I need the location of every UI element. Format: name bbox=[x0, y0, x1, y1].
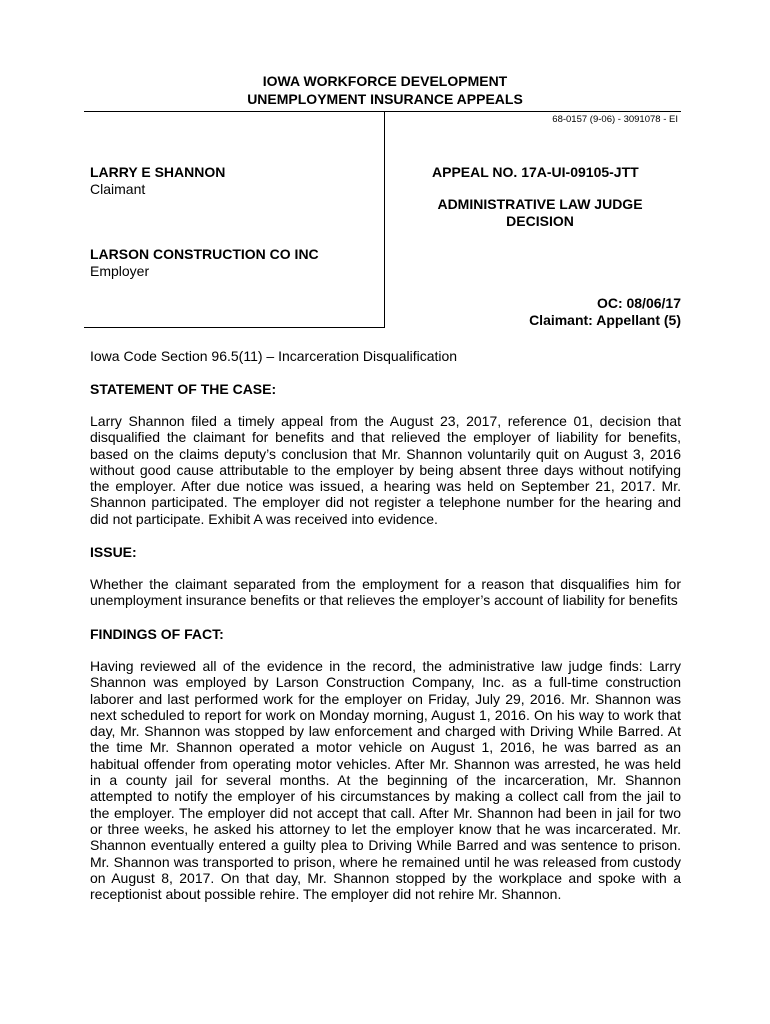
decision-title-line2: DECISION bbox=[506, 213, 574, 229]
caption-bottom-divider bbox=[84, 327, 384, 328]
findings-heading: FINDINGS OF FACT: bbox=[90, 626, 224, 642]
decision-title-line1: ADMINISTRATIVE LAW JUDGE bbox=[437, 196, 643, 212]
issue-text: Whether the claimant separated from the employment for a reason that disqualifies him for unemployment insurance benefits or that relieves the employer’s account of liability for benefits bbox=[90, 576, 681, 609]
header-divider bbox=[84, 111, 681, 112]
claimant-name: LARRY E SHANNON bbox=[90, 164, 226, 180]
claimant-label: Claimant bbox=[90, 181, 146, 197]
employer-name: LARSON CONSTRUCTION CO INC bbox=[90, 246, 319, 262]
oc-date: OC: 08/06/17 bbox=[596, 295, 681, 311]
code-section: Iowa Code Section 96.5(11) – Incarceration Disqualification bbox=[90, 348, 458, 364]
appeal-number: APPEAL NO. 17A-UI-09105-JTT bbox=[432, 164, 639, 180]
division-title: UNEMPLOYMENT INSURANCE APPEALS bbox=[247, 91, 523, 107]
form-number: 68-0157 (9-06) - 3091078 - EI bbox=[552, 114, 678, 125]
statement-heading: STATEMENT OF THE CASE: bbox=[90, 381, 277, 397]
issue-heading: ISSUE: bbox=[90, 544, 137, 560]
caption-vertical-divider bbox=[384, 111, 385, 328]
findings-text: Having reviewed all of the evidence in the record, the administrative law judge finds: Larry Shannon was employed by Larson Construction Company, Inc. as a full-time construction laborer and last performed work for the employer on Friday, July 29, 2016. Mr. Shannon was next scheduled to report for work on Monday morning, August 1, 2016. On his way to work that day, Mr. Shannon was stopped by law enforcement and charged with Driving While Barred. At the time Mr. Shannon operated a motor vehicle on August 1, 2016, he was barred as an habitual offender from operating motor vehicles. After Mr. Shannon was arrested, he was held in a county jail for several months. At the beginning of the incarceration, Mr. Shannon attempted to notify the employer of his circumstances by making a collect call from the jail to the employer. The employer did not accept that call. After Mr. Shannon had been in jail for two or three weeks, he asked his attorney to let the employer know that he was incarcerated. Mr. Shannon eventually entered a guilty plea to Driving While Barred and was sentence to prison. Mr. Shannon was transported to prison, where he remained until he was released from custody on August 8, 2017. On that day, Mr. Shannon stopped by the workplace and spoke with a receptionist about possible rehire. The employer did not rehire Mr. Shannon. bbox=[90, 658, 681, 903]
statement-text: Larry Shannon filed a timely appeal from the August 23, 2017, reference 01, decision that disqualified the claimant for benefits and that relieved the employer of liability for benefits, based on the claims deputy’s conclusion that Mr. Shannon voluntarily quit on August 3, 2016 without good cause attributable to the employer by being absent three days without notifying the employer. After due notice was issued, a hearing was held on September 21, 2017. Mr. Shannon participated. The employer did not register a telephone number for the hearing and did not participate. Exhibit A was received into evidence. bbox=[90, 413, 681, 527]
employer-label: Employer bbox=[90, 263, 150, 279]
appellant-status: Claimant: Appellant (5) bbox=[529, 312, 681, 328]
agency-title: IOWA WORKFORCE DEVELOPMENT bbox=[262, 73, 508, 89]
